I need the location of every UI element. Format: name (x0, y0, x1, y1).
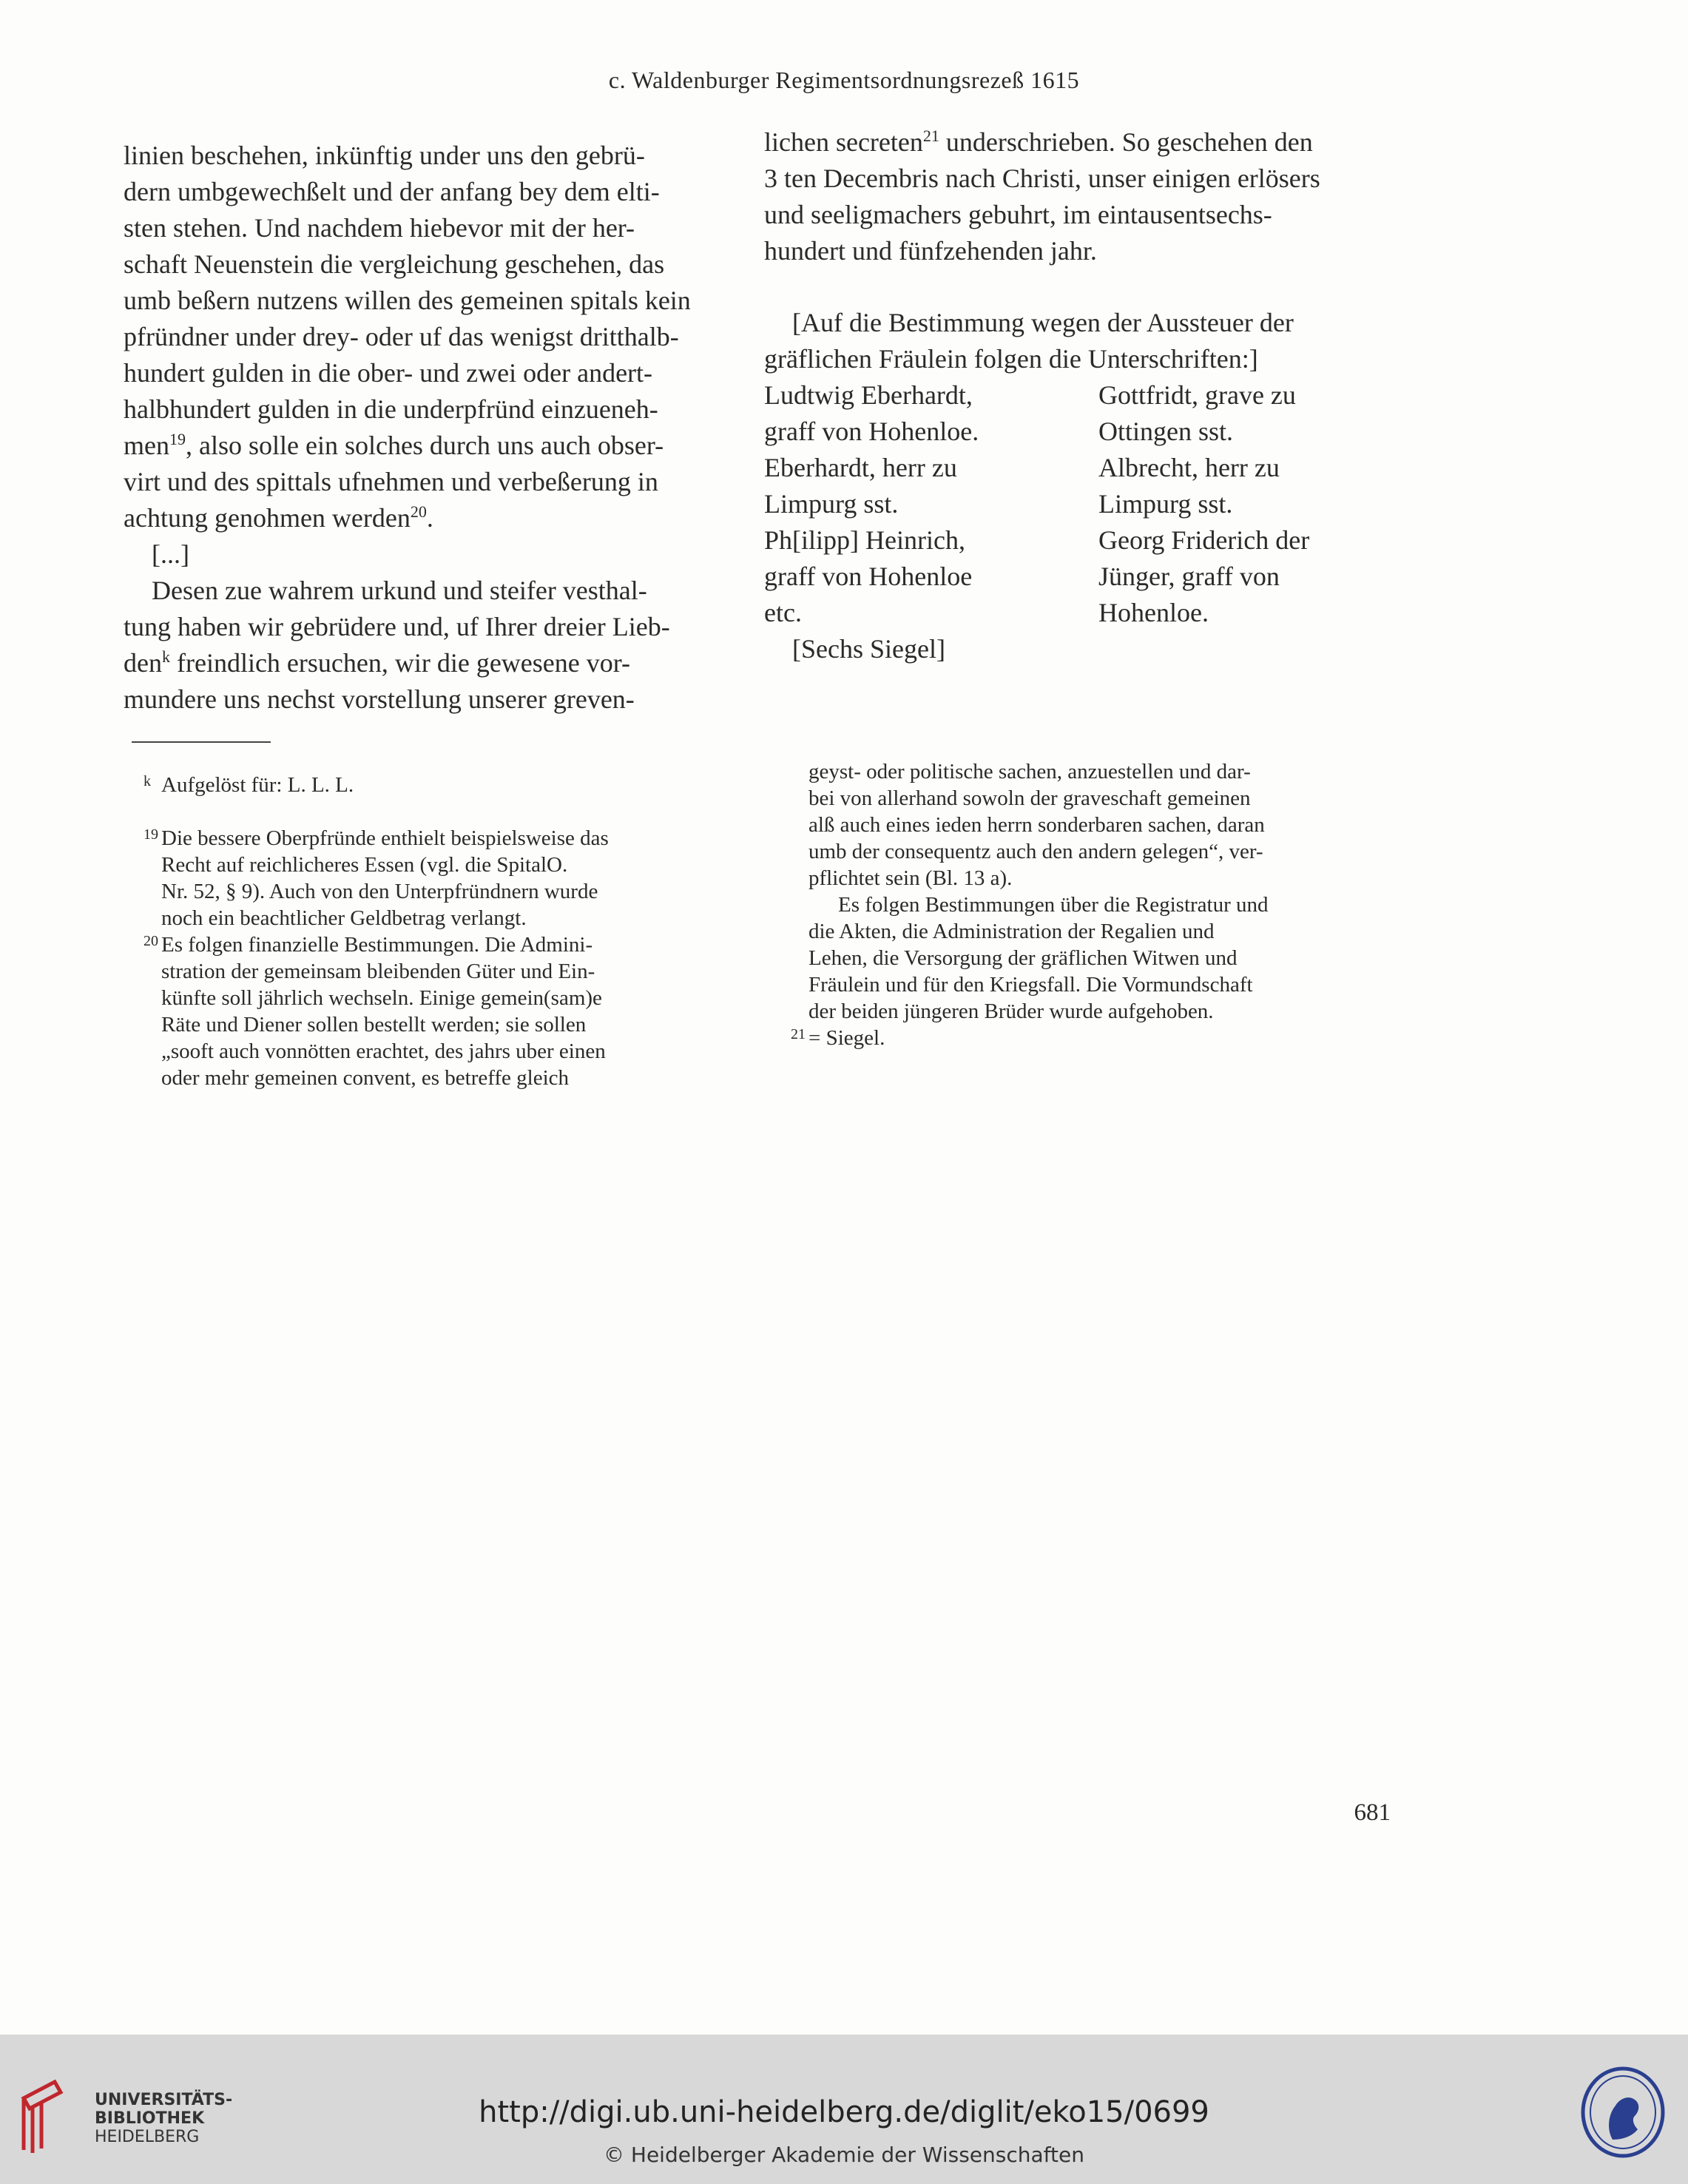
signature-left: Ludtwig Eberhardt, (764, 380, 973, 410)
footnote-line: Es folgen Bestimmungen über die Registratur und (838, 893, 1269, 917)
text-line (124, 645, 732, 681)
footnote-line: stration der gemeinsam bleibenden Güter und Ein- (161, 960, 595, 983)
footnote-line: umb der consequentz auch den andern gelegen“, ver- (808, 840, 1263, 863)
footnote-line: Lehen, die Versorgung der gräflichen Witwen und (808, 946, 1238, 970)
footnote-gap (126, 798, 737, 812)
footnote-line: oder mehr gemeinen convent, es betreffe gleich (161, 1066, 570, 1090)
footnote-line: bei von allerhand sowoln der graveschaft gemeinen (808, 786, 1251, 810)
footnote-line: die Akten, die Administration der Regalien und (808, 920, 1215, 943)
signature-left: Ph[ilipp] Heinrich, (764, 525, 965, 555)
library-name-line: UNIVERSITÄTS- (95, 2091, 233, 2109)
editorial-note-line: [Auf die Bestimmung wegen der Aussteuer der (792, 308, 1294, 337)
text-fragment: , also solle ein solches durch uns auch obser- (185, 431, 664, 460)
text-fragment: freindlich ersuchen, wir die gewesene vor- (169, 648, 631, 678)
footnote-line: Nr. 52, § 9). Auch von den Unterpfründnern wurde (161, 880, 598, 903)
right-text-column (764, 124, 1374, 667)
footnote-line: „sooft auch vonnötten erachtet, des jahrs uber einen (161, 1039, 606, 1063)
text-line: 3 ten Decembris nach Christi, unser einigen erlösers (764, 164, 1320, 193)
footnote-line: Die bessere Oberpfründe enthielt beispielsweise das (161, 826, 609, 850)
signature-right: Limpurg sst. (1098, 489, 1233, 519)
footnote-line: Räte und Diener sollen bestellt werden; sie sollen (161, 1013, 587, 1037)
text-line (124, 428, 732, 464)
copyright-notice: © Heidelberger Akademie der Wissenschaften (603, 2143, 1084, 2167)
text-line (124, 500, 732, 536)
footnote-line: noch ein beachtlicher Geldbetrag verlangt. (161, 906, 527, 930)
footnote-line: Fräulein und für den Kriegsfall. Die Vormundschaft (808, 973, 1253, 997)
text-line: pfründner under drey- oder uf das wenigst dritthalb- (124, 322, 679, 351)
text-fragment: men (124, 431, 169, 460)
signature-row (764, 486, 1374, 522)
text-line: schaft Neuenstein die vergleichung geschehen, das (124, 249, 665, 279)
signature-right: Georg Friderich der (1098, 525, 1310, 555)
footnote-mark: 21 (791, 1026, 806, 1042)
signature-right: Ottingen sst. (1098, 417, 1234, 446)
signature-row (764, 414, 1374, 450)
text-line: Desen zue wahrem urkund und steifer vesthal- (152, 576, 647, 605)
running-header: c. Waldenburger Regimentsordnungsrezeß 1615 (608, 67, 1080, 93)
footnote-mark: k (144, 773, 151, 789)
library-name-line: BIBLIOTHEK (95, 2109, 205, 2128)
footnote-mark: 20 (144, 933, 158, 949)
text-line: hundert gulden in die ober- und zwei oder andert- (124, 358, 653, 388)
signature-left: etc. (764, 598, 802, 627)
signature-left: graff von Hohenloe. (764, 417, 979, 446)
text-line: hundert und fünfzehenden jahr. (764, 236, 1097, 266)
signature-left: Limpurg sst. (764, 489, 899, 519)
footnote-21 (773, 1025, 1385, 1051)
left-text-column (124, 138, 732, 718)
signature-left: graff von Hohenloe (764, 562, 973, 591)
signature-right: Albrecht, herr zu (1098, 453, 1280, 482)
signature-block (764, 377, 1374, 631)
text-fragment: . (426, 503, 433, 533)
text-fragment: underschrieben. So geschehen den (939, 127, 1313, 157)
editorial-note-line: gräflichen Fräulein folgen die Unterschriften:] (764, 344, 1258, 374)
footnote-line: geyst- oder politische sachen, anzuestellen und dar- (808, 760, 1251, 783)
footnote-20 (126, 931, 737, 1091)
text-line: und seeligmachers gebuhrt, im eintausentsechs- (764, 200, 1272, 229)
footnote-line: künfte soll jährlich wechseln. Einige gemein(sam)e (161, 986, 602, 1010)
text-line: mundere uns nechst vorstellung unserer greven- (124, 684, 635, 714)
text-line (764, 124, 1374, 161)
text-fragment: lichen secreten (764, 127, 923, 157)
signature-right: Hohenloe. (1098, 598, 1209, 627)
signature-row (764, 377, 1374, 414)
footnote-k (126, 772, 737, 798)
footnote-mark: 19 (144, 826, 158, 843)
footnote-ref-21[interactable]: 21 (922, 127, 939, 145)
footnote-line: = Siegel. (808, 1026, 885, 1050)
paragraph-gap (764, 269, 1374, 305)
signature-row (764, 450, 1374, 486)
signature-row (764, 595, 1374, 631)
text-line: halbhundert gulden in die underpfründ einzueneh- (124, 394, 658, 424)
text-line: virt und des spittals ufnehmen und verbeßerung in (124, 467, 658, 496)
text-fragment: den (124, 648, 162, 678)
digital-library-footer (0, 2035, 1688, 2184)
footnotes-right (773, 758, 1385, 1051)
footnote-line: der beiden jüngeren Brüder wurde aufgehoben. (808, 1000, 1214, 1023)
text-line: tung haben wir gebrüdere und, uf Ihrer dreier Lieb- (124, 612, 670, 641)
signature-row (764, 522, 1374, 559)
academy-seal-icon[interactable] (1580, 2066, 1666, 2159)
footnote-line: Recht auf reichlicheres Essen (vgl. die SpitalO. (161, 853, 568, 877)
footnote-ref-20[interactable]: 20 (410, 502, 427, 521)
text-line: dern umbgewechßelt und der anfang bey dem elti- (124, 177, 660, 206)
signature-row (764, 559, 1374, 595)
signature-left: Eberhardt, herr zu (764, 453, 957, 482)
footnote-line: Aufgelöst für: L. L. L. (161, 773, 354, 797)
text-line: linien beschehen, inkünftig under uns den gebrü- (124, 141, 645, 170)
footnote-gap (126, 812, 737, 825)
text-fragment: achtung genohmen werden (124, 503, 411, 533)
ellipsis-mark: [...] (152, 539, 189, 569)
page-number: 681 (1354, 1799, 1391, 1826)
seals-note: [Sechs Siegel] (792, 634, 945, 664)
text-line: sten stehen. Und nachdem hiebevor mit der her- (124, 213, 635, 243)
footnote-line: Es folgen finanzielle Bestimmungen. Die Admini- (161, 933, 593, 957)
footnotes-left (126, 772, 737, 1091)
footnote-line: pflichtet sein (Bl. 13 a). (808, 866, 1013, 890)
text-line: umb beßern nutzens willen des gemeinen spitals kein (124, 286, 691, 315)
signature-right: Gottfridt, grave zu (1098, 380, 1296, 410)
library-name-line: HEIDELBERG (95, 2128, 200, 2146)
footnote-separator (132, 741, 271, 743)
signature-right: Jünger, graff von (1098, 562, 1280, 591)
permalink-url[interactable]: http://digi.ub.uni-heidelberg.de/diglit/eko15/0699 (479, 2095, 1209, 2129)
footnote-line: alß auch eines ieden herrn sonderbaren sachen, daran (808, 813, 1265, 837)
footnote-ref-19[interactable]: 19 (169, 430, 186, 448)
footnote-19 (126, 825, 737, 931)
footnote-ref-k[interactable]: k (161, 647, 170, 666)
